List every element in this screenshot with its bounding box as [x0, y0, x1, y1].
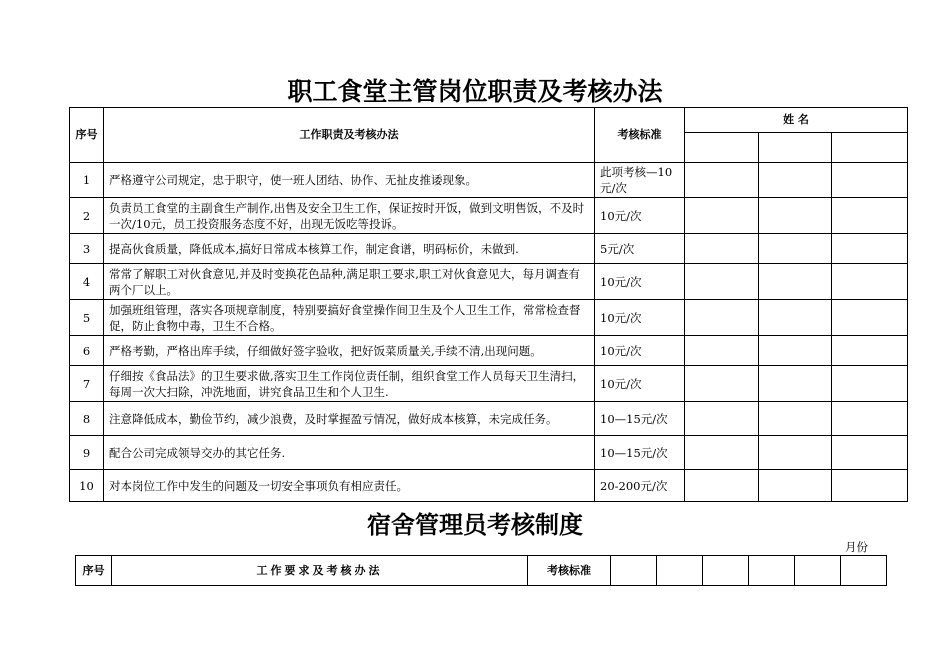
header-seq: 序号 [76, 556, 112, 586]
name-cell [685, 198, 759, 234]
name-cell [832, 133, 908, 163]
table-row [70, 198, 908, 234]
canteen-duty-table [69, 107, 908, 502]
name-cell [832, 198, 908, 234]
name-cell [759, 470, 832, 502]
header-seq: 序号 [70, 108, 104, 163]
row-duty-text: 负责员工食堂的主副食生产制作,出售及安全卫生工作，保证按时开饭，做到文明售饭，不及时一次/10元，员工投资服务态度不好，出现无饭吃等投诉。 [104, 198, 595, 234]
name-cell [832, 366, 908, 402]
row-duty-text: 对本岗位工作中发生的问题及一切安全事项负有相应责任。 [104, 470, 595, 502]
table-row [70, 402, 908, 436]
row-standard: 5元/次 [595, 234, 685, 264]
name-cell [832, 300, 908, 336]
name-cell [685, 264, 759, 300]
name-cell [832, 264, 908, 300]
page-title: 职工食堂主管岗位职责及考核办法 [287, 77, 663, 106]
name-cell [685, 234, 759, 264]
name-cell [759, 163, 832, 198]
row-number: 8 [70, 402, 104, 436]
name-cell [759, 264, 832, 300]
name-cell [832, 336, 908, 366]
row-duty-text: 注意降低成本，勤俭节约，减少浪费，及时掌握盈亏情况，做好成本核算，未完成任务。 [104, 402, 595, 436]
table-row [70, 366, 908, 402]
header-duties: 工作要求及考核办法 [112, 556, 528, 586]
table-row [70, 234, 908, 264]
row-standard: 10元/次 [595, 336, 685, 366]
name-cell [685, 133, 759, 163]
row-duty-text: 加强班组管理，落实各项规章制度，特别要搞好食堂操作间卫生及个人卫生工作，常常检查督促，防止食物中毒，卫生不合格。 [104, 300, 595, 336]
name-cell [841, 556, 887, 586]
row-number: 3 [70, 234, 104, 264]
row-standard: 10元/次 [595, 300, 685, 336]
name-cell [749, 556, 795, 586]
name-cell [832, 436, 908, 470]
row-number: 10 [70, 470, 104, 502]
name-cell [685, 366, 759, 402]
name-cell [795, 556, 841, 586]
row-standard: 此项考核—10元/次 [595, 163, 685, 198]
name-cell [832, 470, 908, 502]
name-cell [685, 470, 759, 502]
row-standard: 10元/次 [595, 264, 685, 300]
name-cell [685, 300, 759, 336]
row-duty-text: 严格考勤，严格出库手续，仔细做好签字验收，把好饭菜质量关,手续不清,出现问题。 [104, 336, 595, 366]
name-cell [611, 556, 657, 586]
table-row [70, 470, 908, 502]
month-label: 月份 [845, 540, 868, 554]
row-standard: 10—15元/次 [595, 402, 685, 436]
header-standard: 考核标准 [528, 556, 611, 586]
row-number: 9 [70, 436, 104, 470]
header-standard: 考核标准 [595, 108, 685, 163]
row-duty-text: 常常了解职工对伙食意见,并及时变换花色品种,满足职工要求,职工对伙食意见大，每月调查有两个厂以上。 [104, 264, 595, 300]
row-number: 1 [70, 163, 104, 198]
row-number: 2 [70, 198, 104, 234]
row-number: 5 [70, 300, 104, 336]
name-cell [759, 336, 832, 366]
header-duties: 工作职责及考核办法 [104, 108, 595, 163]
name-cell [685, 436, 759, 470]
header-name: 姓 名 [685, 108, 908, 133]
name-cell [759, 436, 832, 470]
row-duty-text: 提高伙食质量，降低成本,搞好日常成本核算工作，制定食谱，明码标价，未做到. [104, 234, 595, 264]
name-cell [832, 234, 908, 264]
name-cell [832, 402, 908, 436]
row-number: 4 [70, 264, 104, 300]
name-cell [685, 163, 759, 198]
row-duty-text: 仔细按《食品法》的卫生要求做,落实卫生工作岗位责任制，组织食堂工作人员每天卫生清扫，每周一次大扫除，冲洗地面，讲究食品卫生和个人卫生. [104, 366, 595, 402]
name-cell [759, 366, 832, 402]
table-row [70, 264, 908, 300]
row-standard: 10—15元/次 [595, 436, 685, 470]
table-row [70, 300, 908, 336]
row-duty-text: 配合公司完成领导交办的其它任务. [104, 436, 595, 470]
row-standard: 10元/次 [595, 198, 685, 234]
dorm-manager-table [75, 555, 887, 586]
table-row [70, 163, 908, 198]
row-standard: 20-200元/次 [595, 470, 685, 502]
name-cell [759, 234, 832, 264]
row-duty-text: 严格遵守公司规定，忠于职守，使一班人团结、协作、无扯皮推诿现象。 [104, 163, 595, 198]
name-cell [759, 300, 832, 336]
name-cell [657, 556, 703, 586]
name-cell [832, 163, 908, 198]
name-cell [685, 402, 759, 436]
name-cell [703, 556, 749, 586]
name-cell [759, 402, 832, 436]
row-number: 6 [70, 336, 104, 366]
row-number: 7 [70, 366, 104, 402]
row-standard: 10元/次 [595, 366, 685, 402]
name-cell [759, 198, 832, 234]
section-title: 宿舍管理员考核制度 [367, 510, 583, 539]
table-row [70, 336, 908, 366]
name-cell [685, 336, 759, 366]
table-row [70, 436, 908, 470]
name-cell [759, 133, 832, 163]
